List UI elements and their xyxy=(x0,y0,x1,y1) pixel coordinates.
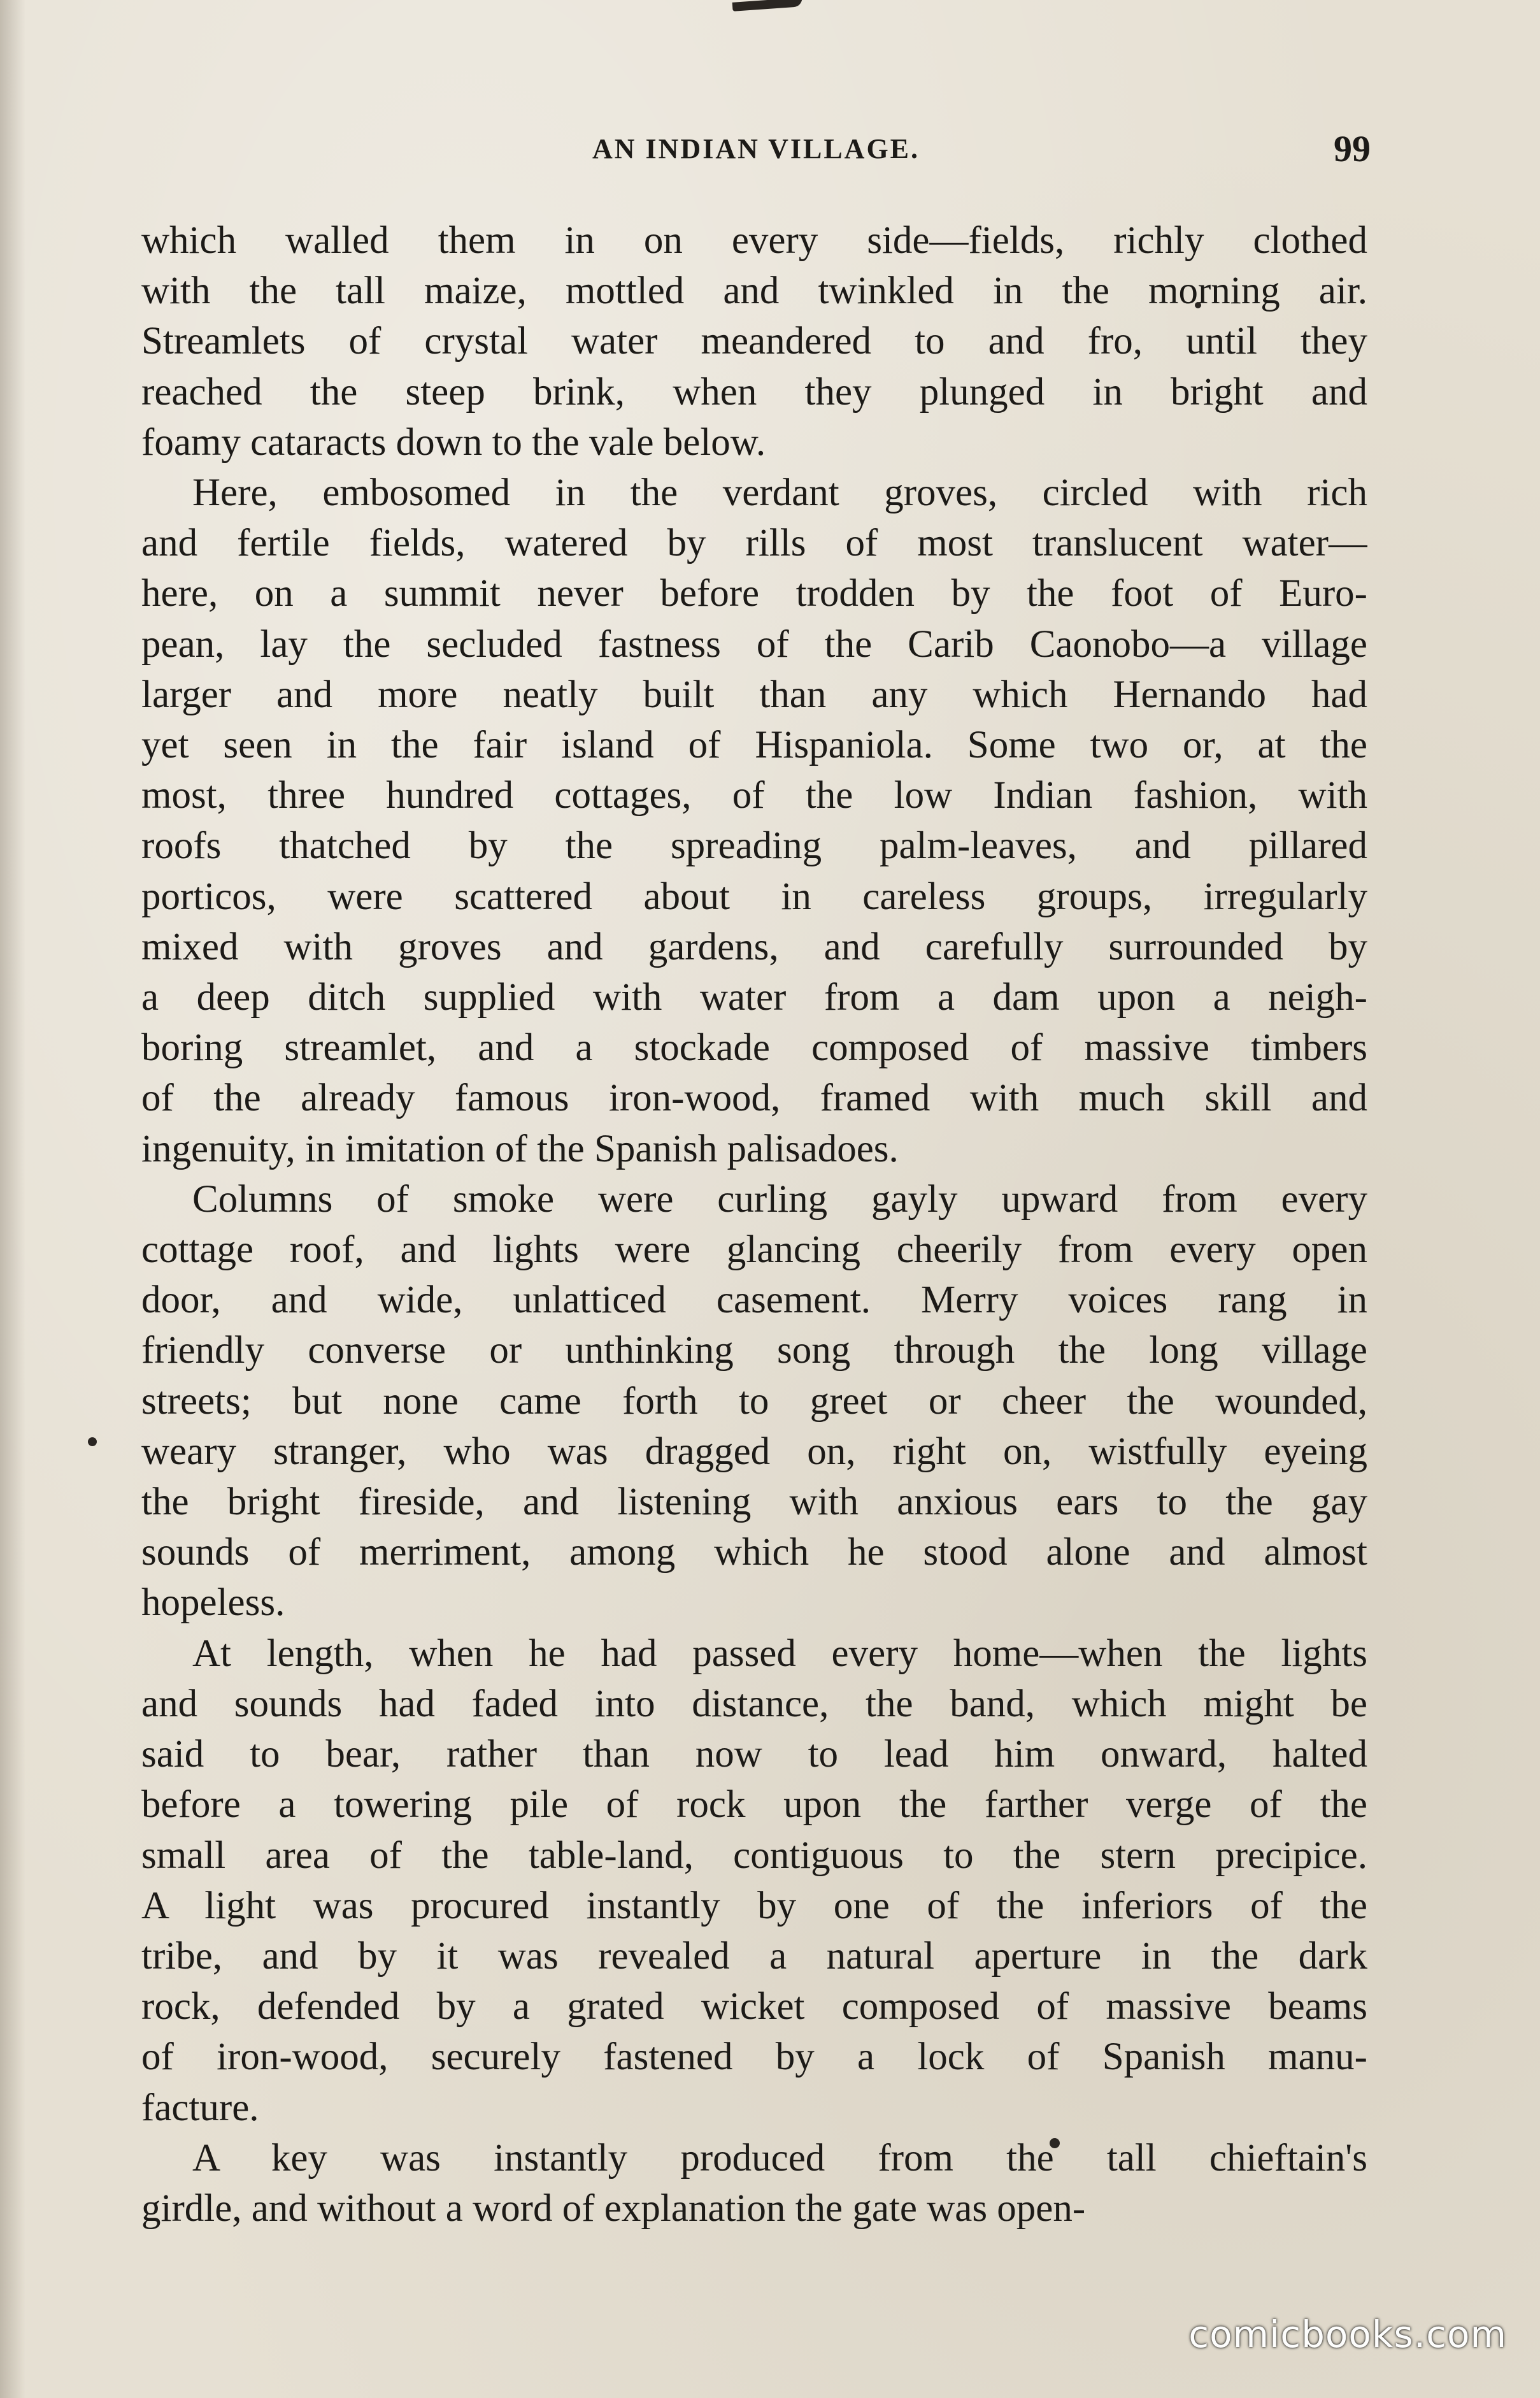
text-line: which walled them in on every side—fields, richly clothed xyxy=(141,219,1367,262)
text-line: reached the steep brink, when they plunged in bright and xyxy=(141,370,1367,413)
text-line: Here, embosomed in the verdant groves, circled with rich xyxy=(192,471,1367,515)
text-line: foamy cataracts down to the vale below. xyxy=(141,420,766,464)
text-line: mixed with groves and gardens, and carefully surrounded by xyxy=(141,925,1367,968)
page-header xyxy=(141,127,1371,172)
text-line: said to bear, rather than now to lead him onward, halted xyxy=(141,1733,1367,1776)
paragraph xyxy=(141,468,1367,1174)
paragraph xyxy=(141,1628,1367,2133)
watermark: comicbooks.com xyxy=(1188,2313,1507,2356)
body-text xyxy=(141,215,1367,2260)
running-head: AN INDIAN VILLAGE. xyxy=(592,133,920,164)
text-line: a deep ditch supplied with water from a dam upon a neigh- xyxy=(141,976,1367,1019)
text-line: with the tall maize, mottled and twinkled in the morning air. xyxy=(141,269,1367,313)
text-line: rock, defended by a grated wicket composed of massive beams xyxy=(141,1985,1367,2028)
text-line: cottage roof, and lights were glancing cheerily from every open xyxy=(141,1228,1367,1272)
text-line: pean, lay the secluded fastness of the Carib Caonobo—a village xyxy=(141,622,1367,666)
paragraph xyxy=(141,2133,1367,2234)
text-line: At length, when he had passed every home—when the lights xyxy=(192,1632,1367,1675)
text-line: tribe, and by it was revealed a natural aperture in the dark xyxy=(141,1934,1367,1978)
text-line: facture. xyxy=(141,2086,259,2129)
text-line: and sounds had faded into distance, the band, which might be xyxy=(141,1682,1367,1725)
text-line: hopeless. xyxy=(141,1581,285,1625)
text-line: ingenuity, in imitation of the Spanish palisadoes. xyxy=(141,1127,899,1170)
ink-speck xyxy=(88,1437,97,1446)
paragraph xyxy=(141,1174,1367,1628)
text-line: Streamlets of crystal water meandered to and fro, until they xyxy=(141,320,1367,363)
text-line: streets; but none came forth to greet or cheer the wounded, xyxy=(141,1379,1367,1423)
ink-mark xyxy=(732,0,803,11)
text-line: larger and more neatly built than any which Hernando had xyxy=(141,673,1367,716)
text-line: boring streamlet, and a stockade composed of massive timbers xyxy=(141,1026,1367,1070)
text-line: of the already famous iron-wood, framed with much skill and xyxy=(141,1077,1367,1120)
text-line: porticos, were scattered about in careless groups, irregularly xyxy=(141,875,1367,918)
text-line: Columns of smoke were curling gayly upward from every xyxy=(192,1177,1367,1221)
text-line: and fertile fields, watered by rills of most translucent water— xyxy=(141,522,1367,565)
text-line: here, on a summit never before trodden by the foot of Euro- xyxy=(141,572,1367,615)
text-line: weary stranger, who was dragged on, right on, wistfully eyeing xyxy=(141,1430,1367,1473)
text-line: friendly converse or unthinking song through the long village xyxy=(141,1329,1367,1372)
text-line: small area of the table-land, contiguous to the stern precipice. xyxy=(141,1834,1367,1877)
text-line: sounds of merriment, among which he stood alone and almost xyxy=(141,1531,1367,1574)
text-line: door, and wide, unlatticed casement. Merry voices rang in xyxy=(141,1279,1367,1322)
page-number: 99 xyxy=(1334,128,1371,169)
text-line: yet seen in the fair island of Hispaniola. Some two or, at the xyxy=(141,724,1367,767)
text-line: the bright fireside, and listening with anxious ears to the gay xyxy=(141,1481,1367,1524)
text-line: most, three hundred cottages, of the low Indian fashion, with xyxy=(141,774,1367,817)
text-line: girdle, and without a word of explanation the gate was open- xyxy=(141,2186,1086,2230)
text-line: before a towering pile of rock upon the farther verge of the xyxy=(141,1783,1367,1827)
text-line: A light was procured instantly by one of the inferiors of the xyxy=(141,1884,1367,1927)
paragraph xyxy=(141,215,1367,468)
binding-shadow xyxy=(0,0,25,2398)
text-line: roofs thatched by the spreading palm-leaves, and pillared xyxy=(141,824,1367,868)
text-line: A key was instantly produced from the tall chieftain's xyxy=(192,2136,1367,2179)
text-line: of iron-wood, securely fastened by a lock of Spanish manu- xyxy=(141,2035,1367,2079)
